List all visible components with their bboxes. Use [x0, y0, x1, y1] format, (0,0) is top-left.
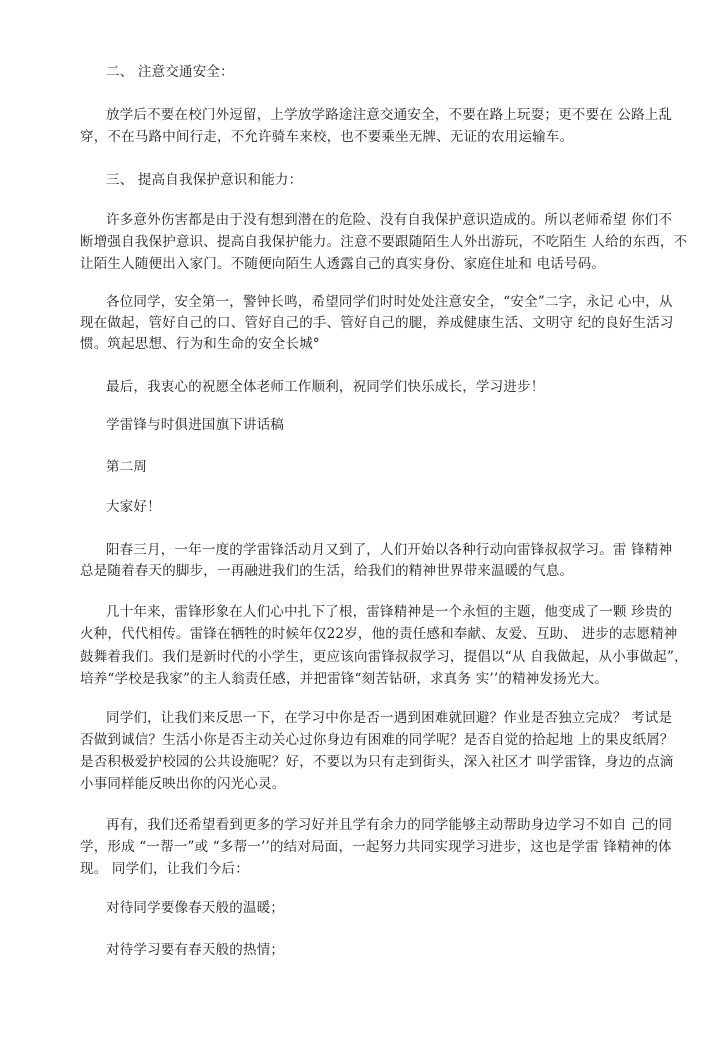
- paragraph-line: 许多意外伤害都是由于没有想到潜在的危险、没有自我保护意识造成的。所以老师希望 你们不: [106, 212, 673, 228]
- paragraph-line: 鼓舞着我们。我们是新时代的小学生，更应该向雷锋叔叔学习，提倡以“从 自我做起，从小事做起”，: [80, 649, 688, 665]
- section-heading-traffic: 二、 注意交通安全：: [106, 64, 234, 80]
- paragraph-line: 惯。筑起思想、行为和生命的安全长城°: [80, 336, 320, 352]
- paragraph-line: 现。 同学们，让我们今后：: [80, 861, 249, 877]
- paragraph-line: 让陌生人随便出入家门。不随便向陌生人透露自己的真实身份、家庭住址和 电话号码。: [80, 256, 606, 272]
- paragraph-line: 总是随着春天的脚步，一再融进我们的生活，给我们的精神世界带来温暖的气息。: [80, 563, 574, 579]
- paragraph-line: 阳春三月，一年一度的学雷锋活动月又到了，人们开始以各种行动向雷锋叔叔学习。雷 锋精神: [106, 542, 673, 558]
- paragraph-line: 最后，我衷心的祝愿全体老师工作顺利，祝同学们快乐成长，学习进步！: [106, 379, 545, 395]
- paragraph-line: 对待同学要像春天般的温暖；: [106, 900, 285, 916]
- paragraph-line: 是否积极爱护校园的公共设施呢？好，不要以为只有走到街头，深入社区才 叫学雷锋，身边的点滴: [80, 754, 674, 770]
- paragraph-line: 培养“学校是我家”的主人翁责任感，并把雷锋“刻苦钻研，求真务 实’’的精神发扬光大。: [80, 671, 608, 687]
- speech-title: 学雷锋与时俱进国旗下讲话稿: [106, 417, 285, 433]
- paragraph-line: 断增强自我保护意识、提高自我保护能力。注意不要跟随陌生人外出游玩，不吃陌生 人给的东西，不: [80, 234, 688, 250]
- paragraph-line: 再有，我们还希望看到更多的学习好并且学有余力的同学能够主动帮助身边学习不如自 己的同: [106, 817, 673, 833]
- paragraph-line: 各位同学，安全第一，警钟长鸣，希望同学们时时处处注意安全，“安全”二字，永记 心中，从: [106, 294, 673, 310]
- paragraph-line: 几十年来，雷锋形象在人们心中扎下了根，雷锋精神是一个永恒的主题，他变成了一颗 珍贵的: [106, 604, 673, 620]
- paragraph-line: 现在做起，管好自己的口、管好自己的手、管好自己的腿，养成健康生活、文明守 纪的良好生活习: [80, 315, 674, 331]
- paragraph-line: 学，形成 “一帮一”或 “多帮一’’的结对局面，一起努力共同实现学习进步，这也是学雷 锋精神的体: [80, 839, 672, 855]
- paragraph-line: 同学们，让我们来反思一下，在学习中你是否一遇到困难就回避？作业是否独立完成？ 考试是: [106, 710, 673, 726]
- paragraph-line: 小事同样能反映出你的闪光心灵。: [80, 776, 286, 792]
- section-heading-selfprotect: 三、 提高自我保护意识和能力：: [106, 172, 303, 188]
- paragraph-line: 对待学习要有春天般的热情；: [106, 942, 285, 958]
- paragraph-line: 穿，不在马路中间行走，不允许骑车来校，也不要乘坐无牌、无证的农用运输车。: [80, 129, 574, 145]
- paragraph-line: 否做到诚信？生活小你是否主动关心过你身边有困难的同学呢？是否自觉的拾起地 上的果皮纸屑？: [80, 732, 674, 748]
- paragraph-line: 放学后不要在校门外逗留，上学放学路途注意交通安全，不要在路上玩耍；更不要在 公路上乱: [106, 107, 673, 123]
- paragraph-line: 火种，代代相传。雷锋在牺牲的时候年仅22岁，他的责任感和奉献、友爱、互助、 进步的志愿精神: [80, 626, 678, 642]
- week-label: 第二周: [106, 459, 148, 475]
- greeting: 大家好！: [106, 499, 161, 515]
